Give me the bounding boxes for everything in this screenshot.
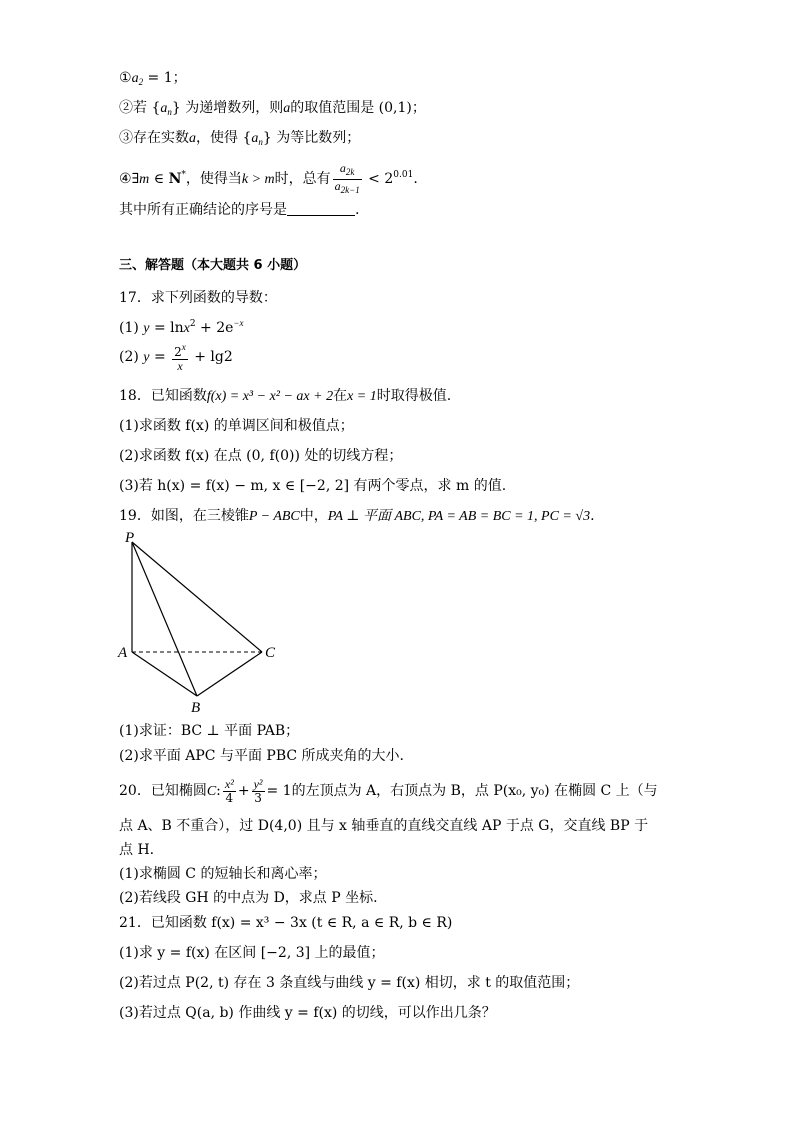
question-20-line-2: 点 A、B 不重合），过 D(4,0) 且与 x 轴垂直的直线交直线 AP 于点 G，交直线 BP 于	[119, 818, 649, 834]
question-17-part-1: (1) $y = \ln x^2 + 2e^{-x}$	[119, 318, 244, 336]
question-17-stem: 17．求下列函数的导数：	[119, 290, 277, 306]
question-21-stem: 21．已知函数 f(x) = x³ − 3x (t ∈ R, a ∈ R, b ∈ R)	[119, 915, 453, 931]
vertex-label-P: P	[125, 530, 135, 546]
question-20-stem: 20．已知椭圆C: $\frac{\text{x²}}{4}$ + $\frac{\text{y²}}{3}$ = 1的左顶点为 A，右顶点为 B，点 P(x₀, y₀) 在椭圆 C 上（与	[119, 776, 658, 805]
question-18-part-3: (3)若 h(x) = f(x) − m, x ∈ [−2, 2] 有两个零点，求 m 的值.	[119, 478, 507, 494]
answer-blank[interactable]	[287, 201, 355, 216]
statement-marker: ①	[119, 70, 132, 86]
edge-PC	[132, 542, 262, 652]
vertex-label-A: A	[118, 645, 128, 661]
conclusion-line: 其中所有正确结论的序号是 .	[119, 202, 360, 218]
question-18-stem: 18．已知函数f(x) = x³ − x² − ax + 2在x = 1时取得极值.	[119, 388, 452, 404]
question-20-part-1: (1)求椭圆 C 的短轴长和离心率；	[119, 866, 327, 882]
tetrahedron-figure	[115, 530, 285, 715]
edge-BC	[197, 652, 262, 696]
statement-3: ③存在实数a，使得 $\{a_n\}$ 为等比数列；	[119, 130, 361, 147]
question-19-part-1: (1)求证：BC ⊥ 平面 PAB；	[119, 723, 300, 739]
vertex-label-B: B	[191, 700, 201, 715]
statement-marker: ②	[119, 100, 133, 116]
statement-2: ②若 $\{a_n\}$ 为递增数列，则a的取值范围是 (0,1)；	[119, 100, 426, 117]
section-heading: 三、解答题（本大题共 6 小题）	[119, 258, 307, 273]
question-17-part-2: (2) y = $\frac{2^x}{x}$ + lg2	[119, 342, 233, 373]
statement-marker: ④	[119, 171, 132, 187]
ratio-fraction: $\frac{a_{2k}}{a_{2k-1}}$	[334, 160, 360, 195]
question-20-part-2: (2)若线段 GH 的中点为 D，求点 P 坐标.	[119, 890, 378, 906]
vertex-label-C: C	[265, 645, 276, 661]
statement-4: ④∃m ∈ N*，使得当k > m时，总有 $\frac{a_{2k}}{a_{2k-1}}$ < $2^{0.01}$.	[119, 160, 418, 195]
edge-PB	[132, 542, 197, 696]
question-21-part-1: (1)求 y = f(x) 在区间 [−2, 3] 上的最值；	[119, 945, 385, 961]
question-21-part-2: (2)若过点 P(2, t) 存在 3 条直线与曲线 y = f(x) 相切，求 t 的取值范围；	[119, 975, 580, 991]
question-20-line-3: 点 H.	[119, 842, 155, 858]
question-19-part-2: (2)求平面 APC 与平面 PBC 所成夹角的大小.	[119, 748, 405, 764]
question-18-part-1: (1)求函数 f(x) 的单调区间和极值点；	[119, 418, 354, 434]
derivative-fraction: $\frac{2^x}{x}$	[174, 342, 186, 373]
statement-1: $①a_2 = 1$；	[119, 70, 187, 87]
statement-marker: ③	[119, 130, 133, 146]
question-19-stem: 19．如图，在三棱锥P − ABC中，PA ⊥ 平面 ABC, PA = AB = BC = 1, PC = √3.	[119, 508, 595, 524]
question-18-part-2: (2)求函数 f(x) 在点 (0, f(0)) 处的切线方程；	[119, 448, 403, 464]
question-21-part-3: (3)若过点 Q(a, b) 作曲线 y = f(x) 的切线，可以作出几条？	[119, 1005, 496, 1021]
